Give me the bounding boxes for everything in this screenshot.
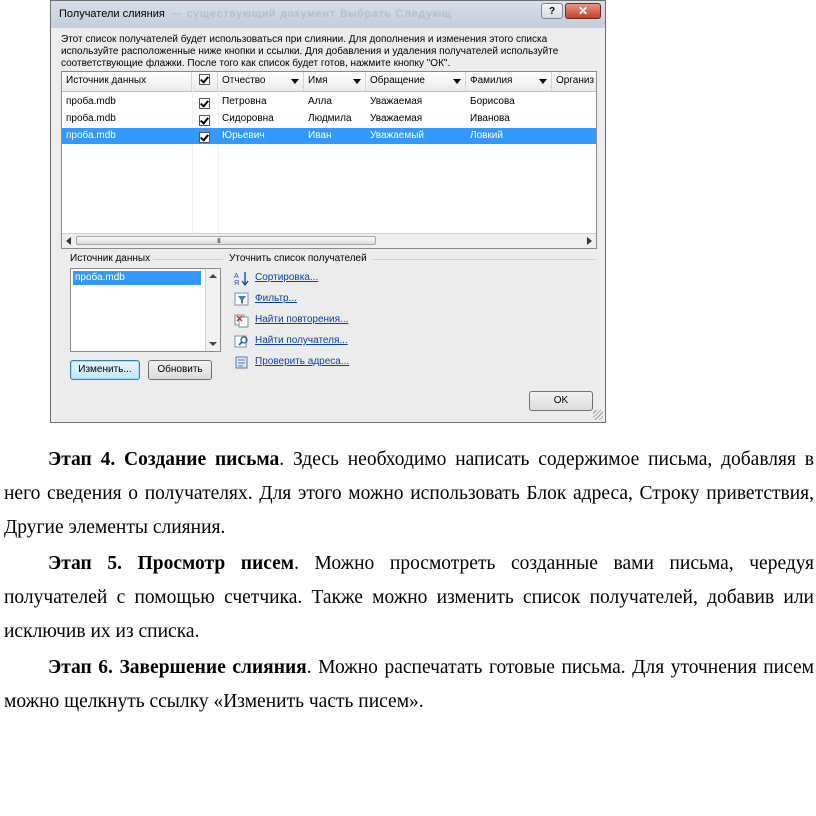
table-row[interactable] (62, 128, 597, 144)
scroll-grip: III (217, 238, 220, 245)
svg-text:A: A (234, 273, 239, 280)
title-bar[interactable] (51, 1, 605, 28)
cell-name: Иван (308, 130, 332, 141)
column-label: Организ (556, 75, 595, 86)
refine-group-label: Уточнить список получателей (229, 253, 367, 264)
step-4-heading: Этап 4. Создание письма (48, 449, 280, 470)
source-group-label: Источник данных (70, 253, 151, 264)
cell-source: проба.mdb (66, 113, 116, 124)
paragraph-step-4 (4, 443, 814, 545)
resize-grip-icon[interactable] (593, 410, 603, 420)
column-header-checkbox[interactable] (192, 72, 218, 91)
cell-source: проба.mdb (66, 130, 116, 141)
filter-icon (234, 292, 250, 307)
column-label: Обращение (370, 75, 425, 86)
sort-link-label[interactable]: Сортировка... (255, 272, 319, 283)
column-header-salutation[interactable] (366, 72, 466, 91)
scroll-thumb[interactable] (76, 236, 376, 245)
cell-salutation: Уважаемая (370, 96, 423, 107)
cell-patronymic: Юрьевич (222, 130, 265, 141)
mail-merge-recipients-dialog (50, 0, 606, 423)
cell-salutation: Уважаемый (370, 130, 425, 141)
cell-name: Алла (308, 96, 332, 107)
sort-icon (234, 271, 250, 286)
step-6-text: . Можно распечатать готовые письма. Для уточнения писем можно щелкнуть ссылку «Изменить часть писем». (4, 657, 814, 712)
row-checkbox[interactable] (199, 113, 210, 129)
dialog-title: Получатели слияния (59, 8, 165, 20)
step-6-heading: Этап 6. Завершение слияния (48, 657, 307, 678)
cell-salutation: Уважаемая (370, 113, 423, 124)
dropdown-arrow-icon[interactable] (539, 79, 547, 84)
dropdown-arrow-icon[interactable] (353, 79, 361, 84)
dialog-description: Этот список получателей будет использоваться при слиянии. Для дополнения и изменения этого списка используйте расположенные ниже кнопки и ссылки. Для добавления и удаления получателей используйте соответствующие флажки. После того как список будет готов, нажмите кнопку "ОК". (61, 34, 559, 69)
vertical-scrollbar[interactable] (205, 269, 220, 351)
svg-text:Я: Я (234, 280, 240, 286)
find-duplicates-icon (234, 313, 250, 328)
find-recipient-link-label[interactable]: Найти получателя... (255, 335, 348, 346)
list-item[interactable]: проба.mdb (73, 271, 201, 285)
cell-surname: Иванова (470, 113, 510, 124)
dropdown-arrow-icon[interactable] (291, 79, 299, 84)
horizontal-scrollbar[interactable] (62, 233, 596, 248)
find-recipient-icon (234, 334, 250, 349)
group-divider (153, 259, 223, 260)
recipients-table[interactable] (61, 71, 597, 249)
step-4-text: . Здесь необходимо написать содержимое письма, добавляя в него сведения о получателях. Для этого можно использовать Блок адреса, Строку приветствия, Другие элементы слияния. (4, 449, 815, 538)
ok-button[interactable]: OK (529, 391, 593, 411)
close-button[interactable]: ✕ (565, 3, 601, 19)
cell-surname: Ловкий (470, 130, 503, 141)
column-label: Фамилия (470, 75, 513, 86)
group-divider (373, 259, 595, 260)
column-header-surname[interactable] (466, 72, 552, 91)
cell-surname: Борисова (470, 96, 515, 107)
row-checkbox[interactable] (199, 130, 210, 146)
background-window-title: — существующий документ Выбрать Следующ (171, 8, 452, 20)
scroll-up-icon[interactable] (209, 274, 217, 278)
find-duplicates-link-label[interactable]: Найти повторения... (255, 314, 349, 325)
select-all-checkbox[interactable] (199, 74, 210, 85)
data-source-list[interactable] (70, 268, 221, 352)
refresh-button[interactable]: Обновить (148, 360, 212, 380)
row-checkbox[interactable] (199, 96, 210, 112)
column-header-name[interactable] (304, 72, 366, 91)
column-label: Источник данных (66, 75, 147, 86)
paragraph-step-6 (4, 651, 814, 719)
filter-link-label[interactable]: Фильтр... (255, 293, 297, 304)
table-header (62, 72, 597, 92)
help-button[interactable]: ? (541, 3, 563, 19)
table-row[interactable] (62, 94, 597, 110)
column-header-data-source[interactable] (62, 72, 192, 91)
validate-addresses-icon (234, 355, 250, 370)
cell-name: Людмила (308, 113, 352, 124)
cell-patronymic: Сидоровна (222, 113, 274, 124)
scroll-left-icon[interactable] (66, 237, 71, 245)
validate-addresses-link-label[interactable]: Проверить адреса... (255, 356, 350, 367)
paragraph-step-5 (4, 547, 814, 649)
step-5-text: . Можно просмотреть созданные вами письма, чередуя получателей с помощью счетчика. Также можно изменить список получателей, добавив или исключив их из списка. (4, 553, 814, 642)
cell-patronymic: Петровна (222, 96, 267, 107)
column-label: Отчество (222, 75, 266, 86)
cell-source: проба.mdb (66, 96, 116, 107)
step-5-heading: Этап 5. Просмотр писем (48, 553, 295, 574)
column-label: Имя (308, 75, 328, 86)
table-row[interactable] (62, 111, 597, 127)
column-header-organization[interactable] (552, 72, 597, 91)
scroll-down-icon[interactable] (209, 342, 217, 346)
dropdown-arrow-icon[interactable] (453, 79, 461, 84)
column-header-patronymic[interactable] (218, 72, 304, 91)
scroll-right-icon[interactable] (587, 237, 592, 245)
edit-button[interactable]: Изменить... (70, 360, 140, 380)
